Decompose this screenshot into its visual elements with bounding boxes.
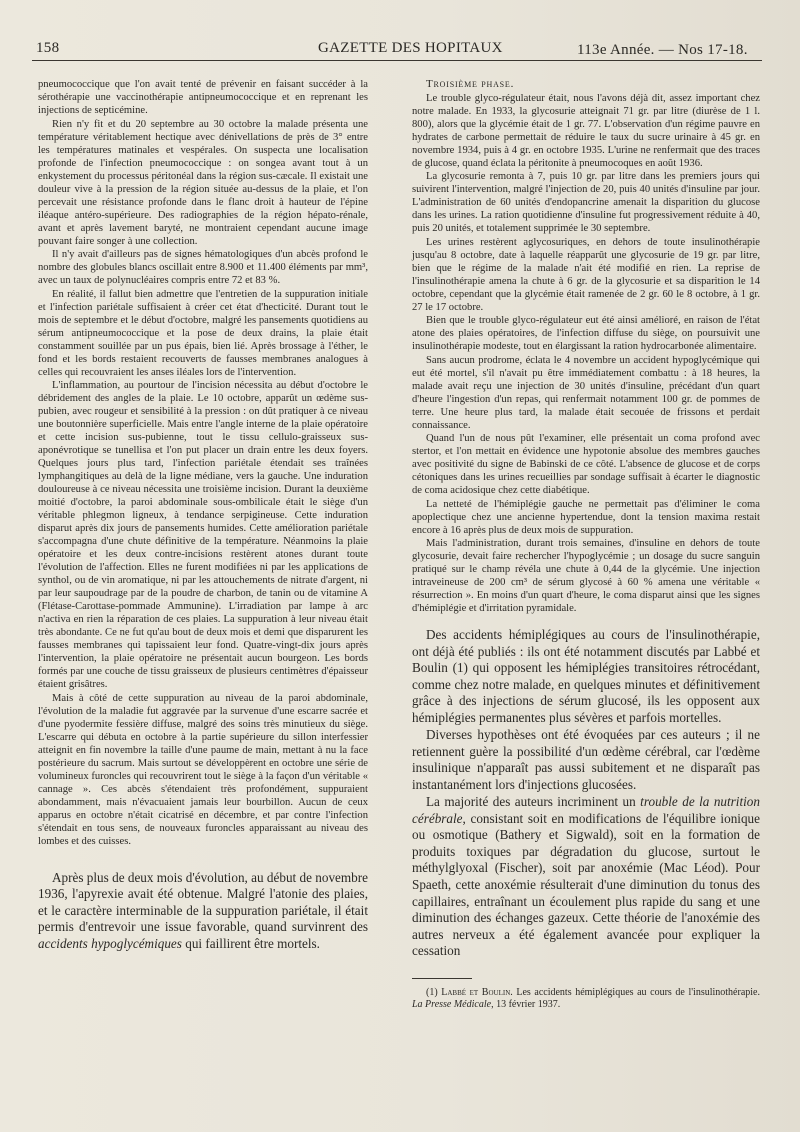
paragraph: Mais l'administration, durant trois semaines, d'insuline en dehors de toute glycosurie, devait faire rechercher l'hypoglycémie ; un dosage du sucre sanguin pratiqué sur le champ révéla une chute à 0,44 de la glycémie. Une injection intraveineuse de 200 cm³ de sérum glycosé à 60 % amena une véritable « résurrection ». En moins d'un quart d'heure, le coma disparut ainsi que les signes d'hémiplégie et d'irritation pyramidale. [412,538,760,614]
footnote-journal: La Presse Médicale [412,999,492,1011]
large-text-end: , consistant soit en modifications de l'équilibre ionique ou osmotique (Bathery et Sigwald), soit en la formation de produits toxiques par dégradation du glucose, surtout le méthylglyoxal (Fischer), soit par anoxémie (Mac Léod). Pour Spaeth, cette anoxémie résulterait d'une diminution du tonus des capillaires, entraînant un écoulement plus rapide du sang et une diminution des échanges gazeux. Cette théorie de l'anoxémie des autres nerveux a été également avancée pour expliquer la cessation [412,810,760,959]
paragraph: L'inflammation, au pourtour de l'incision nécessita au début d'octobre le débridement des angles de la plaie. Le 10 octobre, apparût un œdème sus-pubien, avec rougeur et sensibilité à la pression : on dût pratiquer à ce niveau une boutonnière superficielle. Mais entre l'angle interne de la plaie opératoire et cette incision sus-pubienne, tout le tissu cellulo-graisseux sus-aponévrotique se tunellisa et l'on put placer un drain entre les deux foyers. Quelques jours plus tard, l'infection pariétale étendait ses traînées lymphangitiques au delà de la ligne médiane, vers la gauche. Une induration douloureuse à ce niveau nécessita une troisième incision. Durant la deuxième moitié d'octobre, la paroi abdominale sous-ombilicale était le siège d'un véritable phlegmon ligneux, à tendance serpigineuse. Cette induration disparut après dix jours de pansements humides. Cette amélioration pariétale s'accompagna d'une chute définitive de la température. Néanmoins la plaie opératoire et les deux contre-incisions restèrent atones durant toute l'évolution de l'affection. Elles ne furent modifiées ni par les applications de synthol, ou de vin aromatique, ni par les attouchements de nitrate d'argent, ni par leur saupoudrage par de la poudre de charbon, de tanin ou de vitamine A (Flétase-Carottase-pommade Ammunine). L'irradiation par lampe à arc n'activa en rien la réparation de ces plaies. La suppuration à leur niveau était très abondante. Ce ne fut qu'au bout de deux mois et demi que disparurent les fausses membranes qui tapissaient leur fond. Quatre-vingt-dix jours après l'intervention, la plaie opératoire ne présentait aucun bourgeon. Les bords formés par une couche de tissu graisseux de plusieurs centimètres d'épaisseur étaient grisâtres. [38,380,368,690]
section-heading: Troisième phase. [426,78,515,90]
paragraph: Il n'y avait d'ailleurs pas de signes hématologiques d'un abcès profond le nombre des globules blancs oscillait entre 8.900 et 11.400 éléments par mm³, avec un taux de polynucléaires compris entre 72 et 83 %. [38,249,368,286]
footnote-marker: (1) [426,986,442,998]
issue-info: 113e Année. — Nos 17-18. [577,42,748,58]
right-column [412,78,760,1012]
closing-text-end: qui faillirent être mortels. [181,935,320,951]
paragraph: Les urines restèrent aglycosuriques, en dehors de toute insulinothérapie jusqu'au 8 octobre, date à laquelle réapparût une glycosurie de 19 gr. par litre, bien que le régime de la malade n'ait été modifié en rien. La reprise de l'insulinothérapie amena la chute à 6 gr. de la glycosurie et sa disparition le 14 octobre, cependant que la glycémie était ramenée de 2 gr. 60 le 8 octobre, à 1 gr. 27 le 17 octobre. [412,236,760,313]
page-number: 158 [36,40,60,56]
large-paragraph: Diverses hypothèses ont été évoquées par ces auteurs ; il ne retiennent guère la possibilité d'un œdème cérébral, car l'œdème insulinique n'apparaît pas aussi subitement et ne disparaît pas instantanément lors d'injections glucosées. [412,727,760,792]
footnote [412,987,760,1012]
large-text-start: La majorité des auteurs incriminent un [426,793,641,809]
journal-title: GAZETTE DES HOPITAUX [318,40,503,56]
closing-text-italic: accidents hypoglycémiques [38,935,182,951]
paragraph: La glycosurie remonta à 7, puis 10 gr. par litre dans les premiers jours qui suivirent l'intervention, malgré l'injection de 20, puis 40 unités d'insuline par jour. L'administration de 60 unités d'endopancrine amenait la disparition du glucose dans les urines. La ration quotidienne d'insuline fut progressivement réduite à 40, puis 20 unités, et totalement supprimée le 30 septembre. [412,171,760,234]
footnote-divider [412,978,472,979]
large-text-italic: trouble de la nutrition cérébrale [412,793,760,826]
footnote-title: Les accidents hémiplégiques au cours de l'insulinothérapie. [512,986,760,998]
left-column [38,78,368,952]
paragraph: Rien n'y fit et du 20 septembre au 30 octobre la malade présenta une température véritablement hectique avec dénivellations de près de 3° entre les températures matinales et vespérales. On suspecta une localisation profonde de l'infection pneumococcique : on songea avant tout à un enkystement du processus péritonéal dans la région sus-cæcale. Il existait une douleur vive à la pression de la région située au-dessus de la plaie, et l'on percevait une résistance profonde dans le flanc droit à hauteur de l'épine iléaque antéro-supérieure. Des radiographies de la région hépato-rénale, avant et après lavement baryté, ne montraient cependant aucune image pouvant faire songer à une collection. [38,118,368,247]
paragraph: La netteté de l'hémiplégie gauche ne permettait pas d'éliminer le coma apoplectique chez une ancienne hypertendue, dont la tension maxima restait encore à 16 après plus de deux mois de suppuration. [412,498,760,536]
closing-text-start: Après plus de deux mois d'évolution, au début de novembre 1936, l'apyrexie avait été obtenue. Malgré l'atonie des plaies, et le caractère interminable de la suppuration pariétale, il était permis d'entrevoir une issue favorable, quand survinrent des [38,869,368,935]
paragraph: Sans aucun prodrome, éclata le 4 novembre un accident hypoglycémique qui eut été mortel, s'il n'avait pu être immédiatement combattu : à 18 heures, la malade avait reçu une injection de 30 unités d'insuline, précédant d'un quart d'heure l'ingestion d'un repas, qui renfermait notamment 100 gr. de pommes de terre. Une heure plus tard, la malade était secouée de frissons et perdait connaissance. [412,354,760,431]
large-paragraph: Des accidents hémiplégiques au cours de l'insulinothérapie, ont déjà été publiés : ils ont été notamment discutés par Labbé et Boulin (1) qui opposent les hémiplégies transitoires rétrocédant, comme chez notre malade, en quelques minutes et définitivement grâce à des injections de sérum glucosé, ils les opposent aux hémiplégies permanentes plus sévères et parfois mortelles. [412,627,760,725]
paragraph: Le trouble glyco-régulateur était, nous l'avons déjà dit, assez important chez notre malade. En 1933, la glycosurie atteignait 71 gr. par litre (diurèse de 1 l. 800), alors que la glycémie était de 1 gr. 77. L'observation d'un régime pauvre en hydrates de carbone permettait de réduire le taux du sucre urinaire à 45 gr. en novembre 1934, puis à 4 gr. en octobre 1935. L'urine ne renfermait que des traces de glucose, quand éclata la péritonite à pneumocoques en août 1936. [412,92,760,169]
paragraph: Bien que le trouble glyco-régulateur eut été ainsi amélioré, en raison de l'état atone des plaies opératoires, de l'infection diffuse du siège, on poursuivit une insulinothérapie modeste, tout en élargissant la ration hydrocarbonée alimentaire. [412,315,760,352]
paragraph: En réalité, il fallut bien admettre que l'entretien de la suppuration initiale et l'infection pariétale suffisaient à créer cet état d'hecticité. Durant tout le mois de septembre et le début d'octobre, malgré les pansements quotidiens au sérum antipneumococcique et la pose de deux drains, la plaie était constamment souillée par un pus épais, bien lié. Après brossage à l'éther, le fond et les bords restaient recouverts de fausses membranes analogues à celles qui recouvraient les anses iléales lors de l'intervention. [38,288,368,378]
footnote-authors: Labbé et Boulin. [441,986,513,998]
large-paragraph [412,794,760,960]
paragraph: pneumococcique que l'on avait tenté de prévenir en faisant succéder à la sérothérapie une vaccinothérapie antipneumococcique et en reprenant les injections de septicémine. [38,79,368,116]
running-header [32,34,762,61]
paragraph: Mais à côté de cette suppuration au niveau de la paroi abdominale, l'évolution de la maladie fut aggravée par la survenue d'une escarre sacrée et d'une pyodermite fessière diffuse, malgré des soins très minutieux du siège. L'escarre qui débuta en octobre à la partie supérieure du sillon interfessier atteignit en fin novembre la taille d'une paume de main, mettant à nu la face postérieure du sacrum. Mais surtout se développèrent en octobre une série de volumineux furoncles qui recouvrirent tout le siège à la façon d'un véritable « cannage ». Ces abcès s'étendaient très profondément, suppuraient abondamment, mais n'évacuaient jamais leur bourbillon. Aucun de ceux apparus en octobre n'était cicatrisé en décembre, et par contre l'infection s'étendait en tous sens, de nouveaux furoncles apparaissant au niveau des lombes et des cuisses. [38,692,368,847]
closing-paragraph [38,870,368,953]
paragraph: Quand l'un de nous pût l'examiner, elle présentait un coma profond avec stertor, et l'on mettait en évidence une hypotonie absolue des membres gauches avec positivité du signe de Babinski de ce côté. L'absence de glucose et de corps cétoniques dans les urines recueillies par sondage suffisait à écarter le diagnostic de coma acidosique chez cette diabétique. [412,433,760,496]
footnote-date: , 13 février 1937. [491,999,561,1011]
